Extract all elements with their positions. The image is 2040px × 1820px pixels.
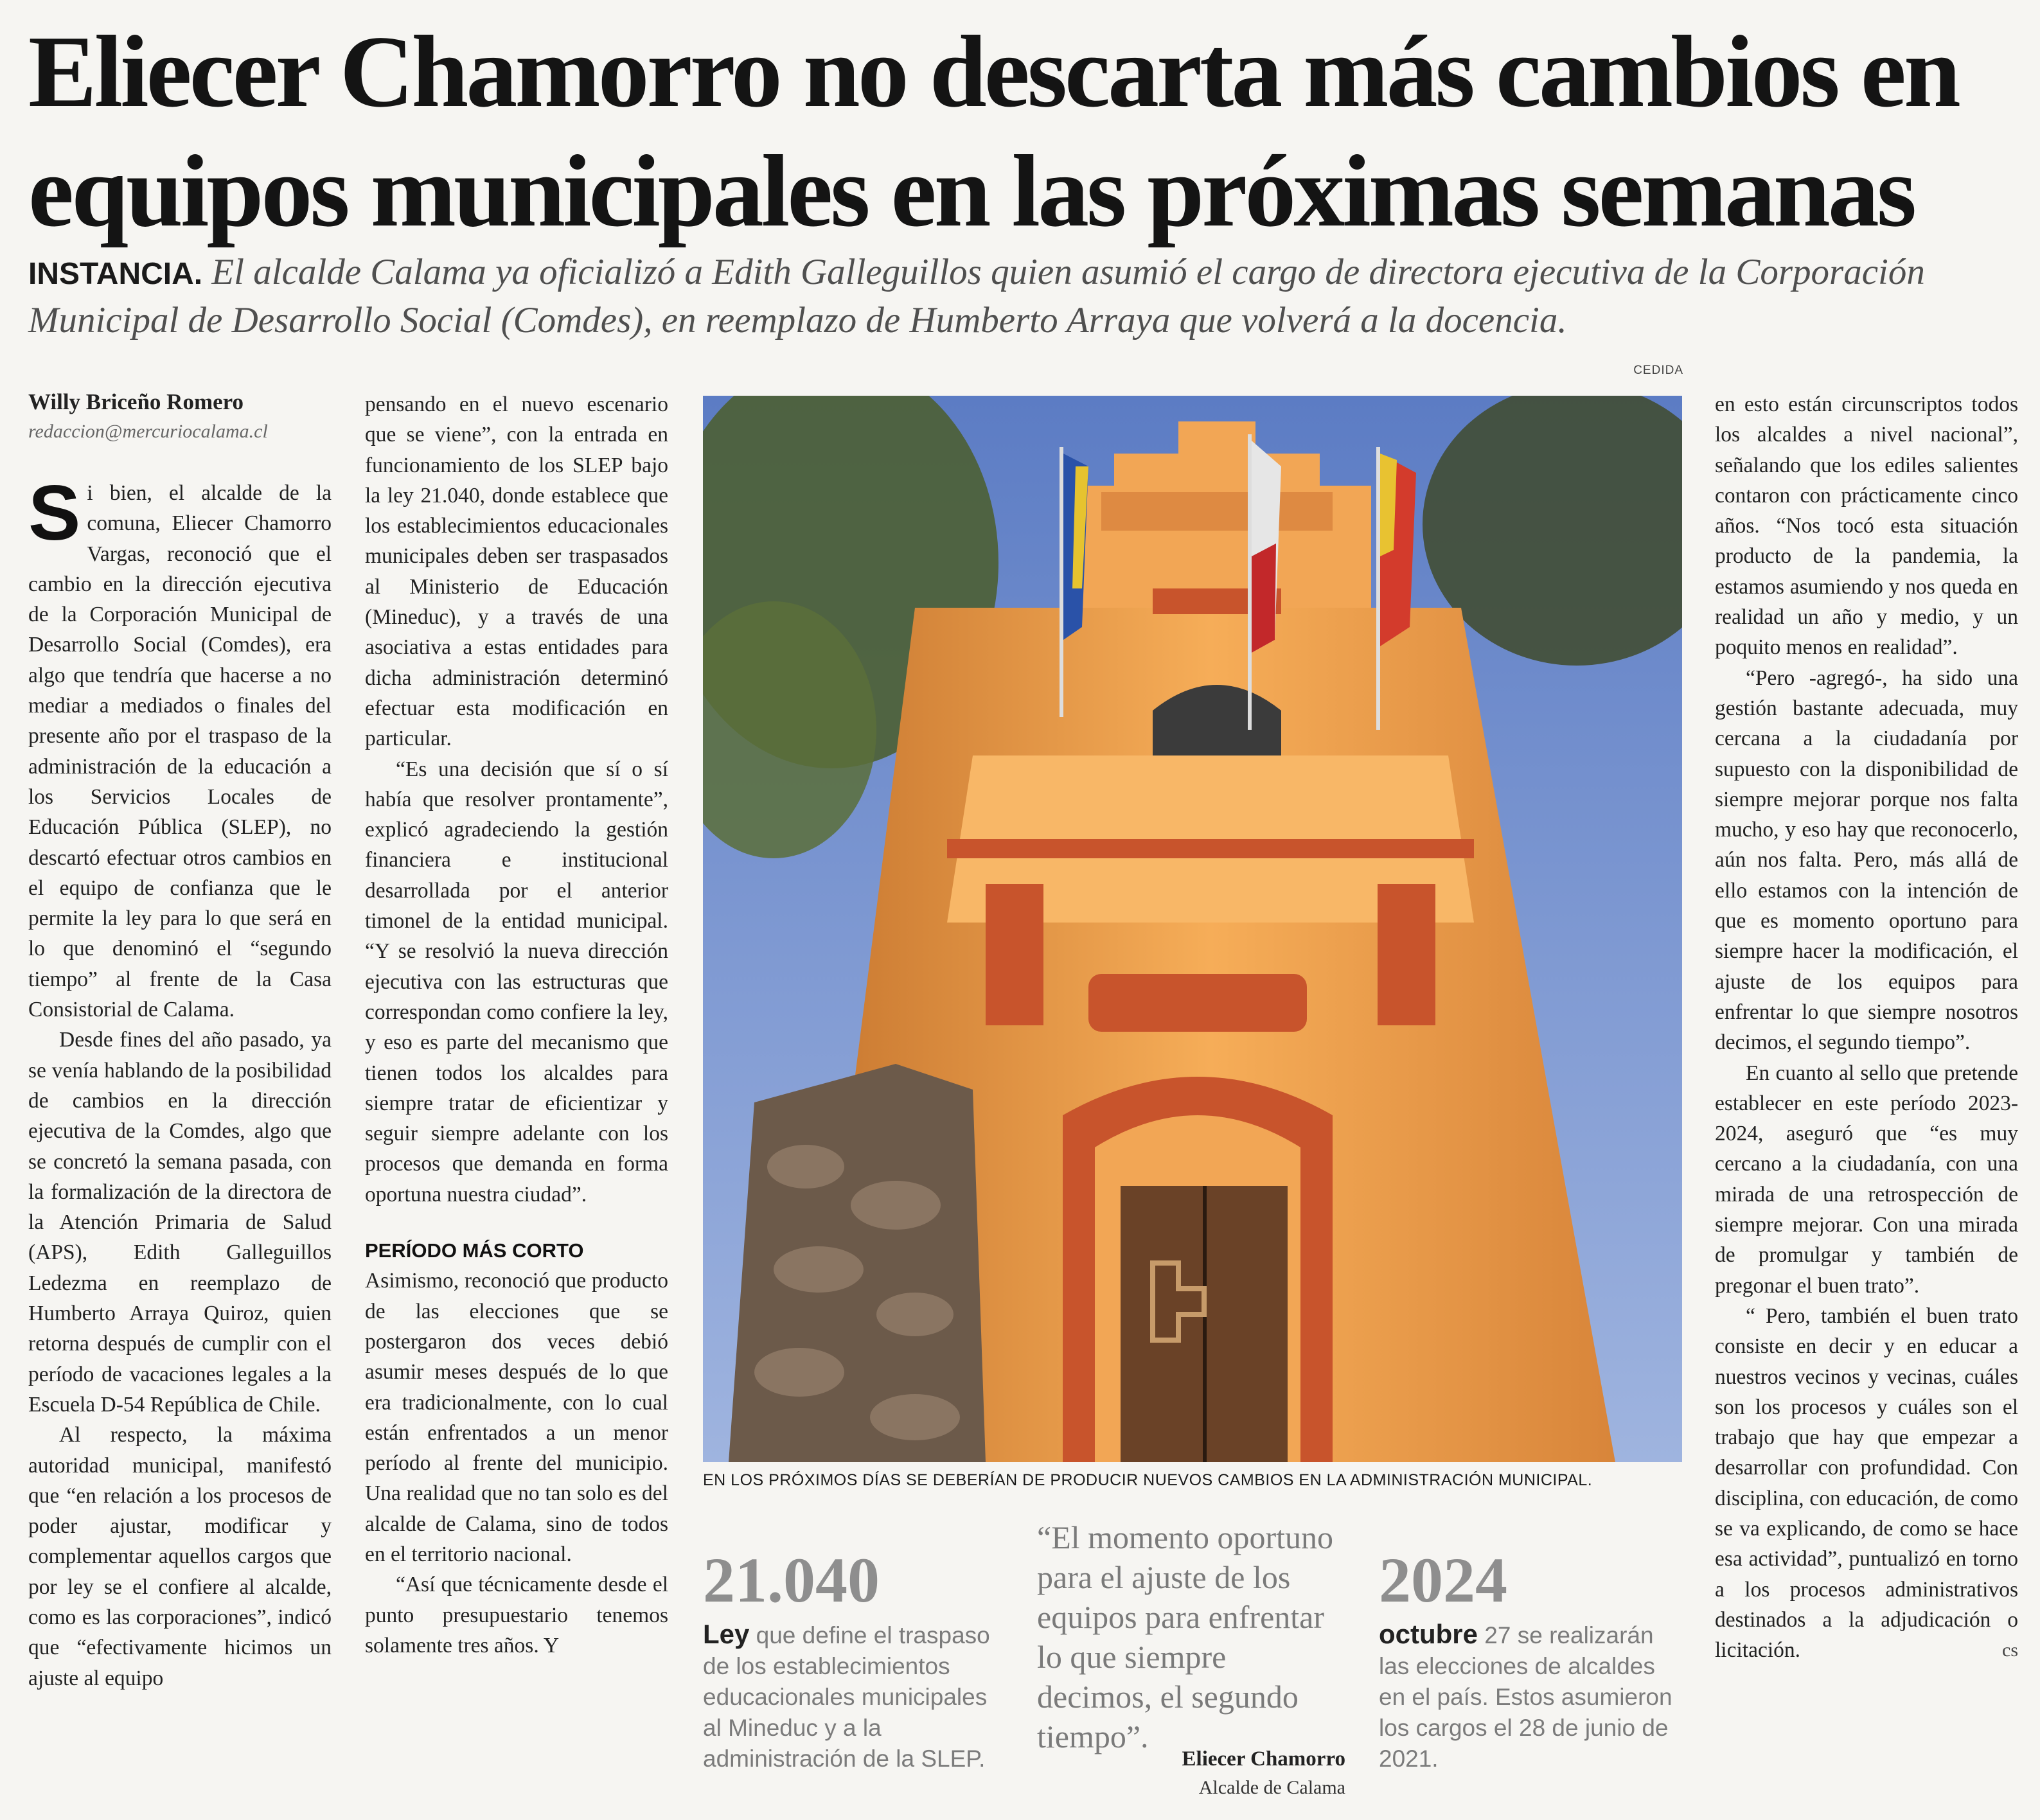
- article-paragraph: “Pero -agregó-, ha sido una gestión bastante adecuada, muy cercana a la ciudadanía por supuesto con la disponibilidad de siempre mejorar porque nos falta mucho, y eso hay que reconocerlo, aún nos falta. Pero, más allá de ello estamos con la intención de que es momento oportuno para siempre hacer la modificación, el ajuste de los equipos para enfrentar lo que siempre nosotros decimos, el segundo tiempo”.: [1715, 666, 2018, 1055]
- article-paragraph: pensando en el nuevo escenario que se viene”, con la entrada en funcionamiento de los SLEP bajo la ley 21.040, donde establece que los establecimientos educacionales municipales deben ser traspasados al Ministerio de Educación (Mineduc), y a través de una asociativa a estas entidades para dicha administración determinó efectuar esta modificación en particular.: [365, 393, 668, 751]
- deck: [28, 249, 2014, 344]
- article-column-6: [1715, 389, 2018, 1665]
- deck-kicker: INSTANCIA.: [28, 257, 203, 291]
- building-illustration: [703, 396, 1682, 1462]
- headline: Eliecer Chamorro no descarta más cambios en equipos municipales en las próximas semanas: [28, 14, 1958, 248]
- drop-cap: S: [28, 469, 81, 556]
- pull-quote: “El momento oportuno para el ajuste de los equipos para enfrentar lo que siempre decimos, el segundo tiempo”.: [1037, 1519, 1334, 1754]
- deck-text: El alcalde Calama ya oficializó a Edith Galleguillos quien asumió el cargo de directora ejecutiva de la Corporación Municipal de Desarrollo Social (Comdes), en reemplazo de Humberto Arraya que volverá a la docencia.: [28, 252, 1925, 340]
- byline-name: Willy Briceño Romero: [28, 389, 244, 414]
- stat-number-year: 2024: [1379, 1544, 1507, 1616]
- article-paragraph: “Así que técnicamente desde el punto presupuestario tenemos solamente tres años. Y: [365, 1573, 668, 1657]
- article-paragraph: Al respecto, la máxima autoridad municipal, manifestó que “en relación a los procesos de poder ajustar, modificar y complementar aquellos cargos que por ley se el confiere al alcalde, como es las corporaciones”, indicó que “efectivamente hicimos un ajuste al equipo: [28, 1423, 332, 1690]
- stat-text-election: octubre 27 se realizarán las elecciones de alcaldes en el país. Estos asumieron los cargos el 28 de junio de 2021.: [1379, 1619, 1672, 1772]
- stat-lead-election: octubre: [1379, 1619, 1478, 1649]
- article-paragraph: “ Pero, también el buen trato consiste en decir y en educar a nuestros vecinos y vecinas, cuáles son los procesos y cuáles son el trabajo que hay que empezar a desarrollar con profundidad. Con disciplina, con educación, de como se va explicando, de como se hace esa actividad”, puntualizó en torno a los procesos administrativos destinados a la adjudicación o licitación. cs: [1715, 1301, 2018, 1666]
- subheading: PERÍODO MÁS CORTO: [365, 1239, 584, 1262]
- stat-lead-law: Ley: [703, 1619, 750, 1649]
- article-paragraph: Desde fines del año pasado, ya se venía hablando de la posibilidad de cambios en la dirección ejecutiva de la Comdes, algo que se concretó la semana pasada, con la formalización de la directora de la Atención Primaria de Salud (APS), Edith Galleguillos Ledezma en reemplazo de Humberto Arraya Quiroz, quien retorna después de cumplir con el período de vacaciones legales a la Escuela D-54 República de Chile.: [28, 1028, 332, 1417]
- article-paragraph: “Es una decisión que sí o sí había que resolver prontamente”, explicó agradeciendo la gestión financiera e institucional desarrollada por el anterior timonel de la entidad municipal. “Y se resolvió la nueva dirección ejecutiva con las estructuras que correspondan como confiere la ley, y eso es parte del mecanismo que tienen todos los alcaldes para siempre tratar de eficientizar y seguir siempre adelante con los procesos que demanda en forma oportuna nuestra ciudad”.: [365, 757, 668, 1206]
- end-mark: cs: [2002, 1639, 2018, 1661]
- photo-caption: EN LOS PRÓXIMOS DÍAS SE DEBERÍAN DE PRODUCIR NUEVOS CAMBIOS EN LA ADMINISTRACIÓN MUNICIPAL.: [703, 1471, 1593, 1489]
- photo-credit: CEDIDA: [1633, 364, 1683, 377]
- article-paragraph: en esto están circunscriptos todos los alcaldes a nivel nacional”, señalando que los ediles salientes contaron con prácticamente cinco años. “Nos tocó esta situación producto de la pandemia, la estamos asumiendo y nos queda en realidad un año y medio, y un poquito menos en realidad”.: [1715, 393, 2018, 660]
- article-paragraph: En cuanto al sello que pretende establecer en este período 2023-2024, aseguró que “es muy cercano a la ciudadanía, con una mirada de una retrospección de siempre mejorar. Con una mirada de promulgar y también de pregonar el buen trato”.: [1715, 1061, 2018, 1298]
- article-paragraph: Asimismo, reconoció que producto de las elecciones que se postergaron dos veces debió asumir meses después de lo que era tradicionalmente, con lo cual están enfrentados a un menor período al frente del municipio. Una realidad que no tan solo es del alcalde de Calama, sino de todos en el territorio nacional.: [365, 1269, 668, 1566]
- article-paragraph: Si bien, el alcalde de la comuna, Eliecer Chamorro Vargas, reconoció que el cambio en la dirección ejecutiva de la Corporación Municipal de Desarrollo Social (Comdes), era algo que tendría que hacerse a no mediar a mediados o finales del presente año por el traspaso de la administración de la educación a los Servicios Locales de Educación Pública (SLEP), no descartó efectuar otros cambios en el equipo de confianza que le permite la ley para lo que será en lo que denominó el “segundo tiempo” al frente de la Casa Consistorial de Calama.: [28, 469, 332, 1022]
- quote-author-role: Alcalde de Calama: [1198, 1777, 1345, 1798]
- municipality-building-photo: [703, 396, 1682, 1462]
- stat-number-law: 21.040: [703, 1544, 880, 1616]
- quote-author: Eliecer Chamorro: [1182, 1747, 1345, 1771]
- byline-email[interactable]: redaccion@mercuriocalama.cl: [28, 421, 268, 442]
- stat-text-law: Ley que define el traspaso de los establecimientos educacionales municipales al Mineduc y a la administración de la SLEP.: [703, 1619, 990, 1772]
- article-column-1: [28, 469, 332, 1693]
- article-column-2: [365, 389, 668, 1661]
